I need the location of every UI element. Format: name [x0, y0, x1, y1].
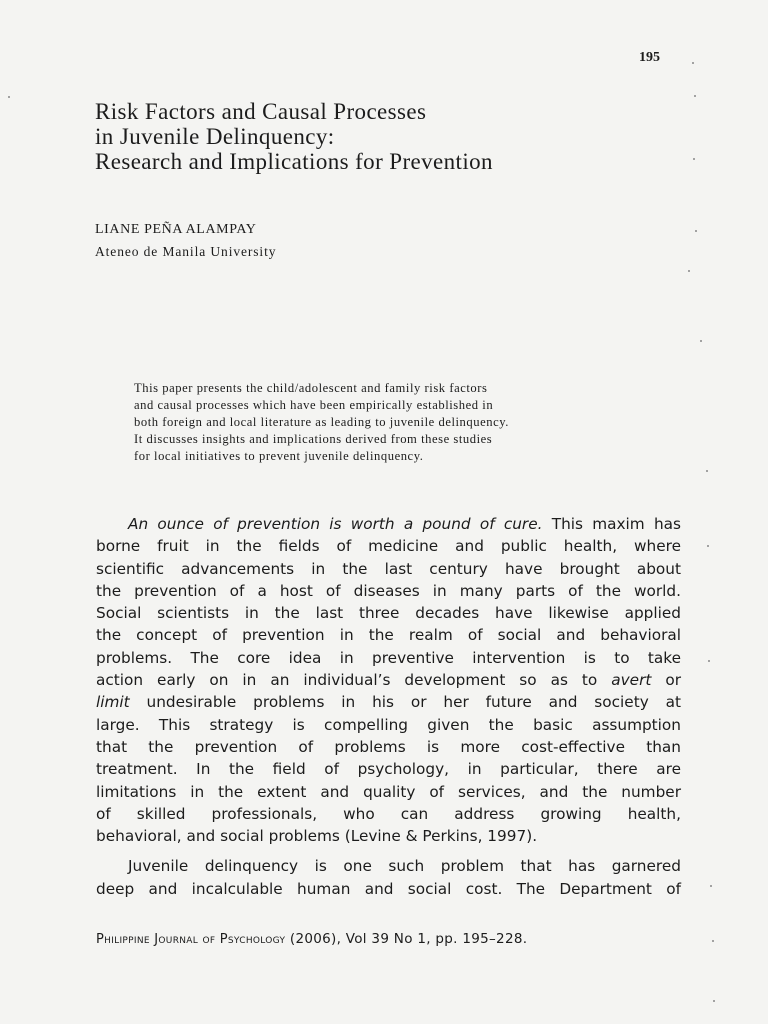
body-line: behavioral, and social problems (Levine & Perkins, 1997). — [96, 827, 538, 846]
body-line: large. This strategy is compelling given the basic assumption — [96, 715, 681, 734]
body-line: problems. The core idea in preventive intervention is to take — [96, 648, 681, 667]
paper-title — [95, 99, 695, 174]
page-number: 195 — [639, 50, 660, 65]
emphasis-avert: avert — [611, 671, 652, 690]
body-fragment: This maxim has — [542, 515, 681, 533]
body-line: borne fruit in the fields of medicine and public health, where — [96, 537, 681, 556]
scan-speck — [693, 158, 695, 160]
scan-speck — [688, 270, 690, 272]
body-fragment: or — [651, 671, 681, 690]
body-line: of skilled professionals, who can address growing health, — [96, 804, 681, 823]
body-line: Social scientists in the last three decades have likewise applied — [96, 604, 681, 623]
scan-speck — [706, 470, 708, 472]
scan-speck — [695, 230, 697, 232]
body-line — [96, 513, 681, 535]
body-line: the concept of prevention in the realm of social and behavioral — [96, 626, 681, 645]
scan-speck — [712, 940, 714, 942]
author-affiliation: Ateneo de Manila University — [95, 244, 277, 259]
scan-speck — [713, 1000, 715, 1002]
abstract-line: This paper presents the child/adolescent and family risk factors — [134, 381, 488, 395]
abstract-line: It discusses insights and implications derived from these studies — [134, 432, 493, 446]
scan-speck — [707, 545, 709, 547]
abstract-line: and causal processes which have been empirically established in — [134, 398, 494, 412]
scan-speck — [692, 62, 694, 64]
abstract-line: for local initiatives to prevent juvenile delinquency. — [134, 449, 424, 463]
scan-speck — [710, 885, 712, 887]
title-line: Research and Implications for Prevention — [95, 149, 493, 174]
body-line: scientific advancements in the last century have brought about — [96, 559, 681, 578]
body-line — [96, 669, 681, 691]
body-fragment: action early on in an individual’s development so as to — [96, 671, 612, 690]
body-text — [96, 513, 681, 900]
journal-citation — [96, 931, 696, 947]
emphasis-limit: limit — [96, 693, 130, 712]
citation-details: (2006), Vol 39 No 1, pp. 195–228. — [285, 931, 528, 947]
body-line: limitations in the extent and quality of services, and the number — [96, 782, 681, 801]
title-line: Risk Factors and Causal Processes — [95, 99, 427, 124]
body-line: that the prevention of problems is more cost-effective than — [96, 737, 681, 756]
body-line: Juvenile delinquency is one such problem that has garnered — [128, 857, 681, 876]
author-name: LIANE PEÑA ALAMPAY — [95, 222, 257, 237]
journal-name: Philippine Journal of Psychology — [96, 932, 286, 947]
title-line: in Juvenile Delinquency: — [95, 124, 335, 149]
abstract-line: both foreign and local literature as leading to juvenile delinquency. — [134, 415, 509, 429]
opening-quote: An ounce of prevention is worth a pound of cure. — [128, 515, 543, 533]
abstract — [134, 380, 644, 465]
body-line: treatment. In the field of psychology, in particular, there are — [96, 760, 681, 779]
scan-speck — [8, 96, 10, 98]
body-fragment: undesirable problems in his or her future and society at — [129, 693, 681, 712]
body-line: the prevention of a host of diseases in many parts of the world. — [96, 581, 681, 600]
body-line — [96, 691, 681, 713]
scan-speck — [708, 660, 710, 662]
body-line: deep and incalculable human and social cost. The Department of — [96, 879, 681, 898]
scan-speck — [700, 340, 702, 342]
scan-speck — [694, 95, 696, 97]
